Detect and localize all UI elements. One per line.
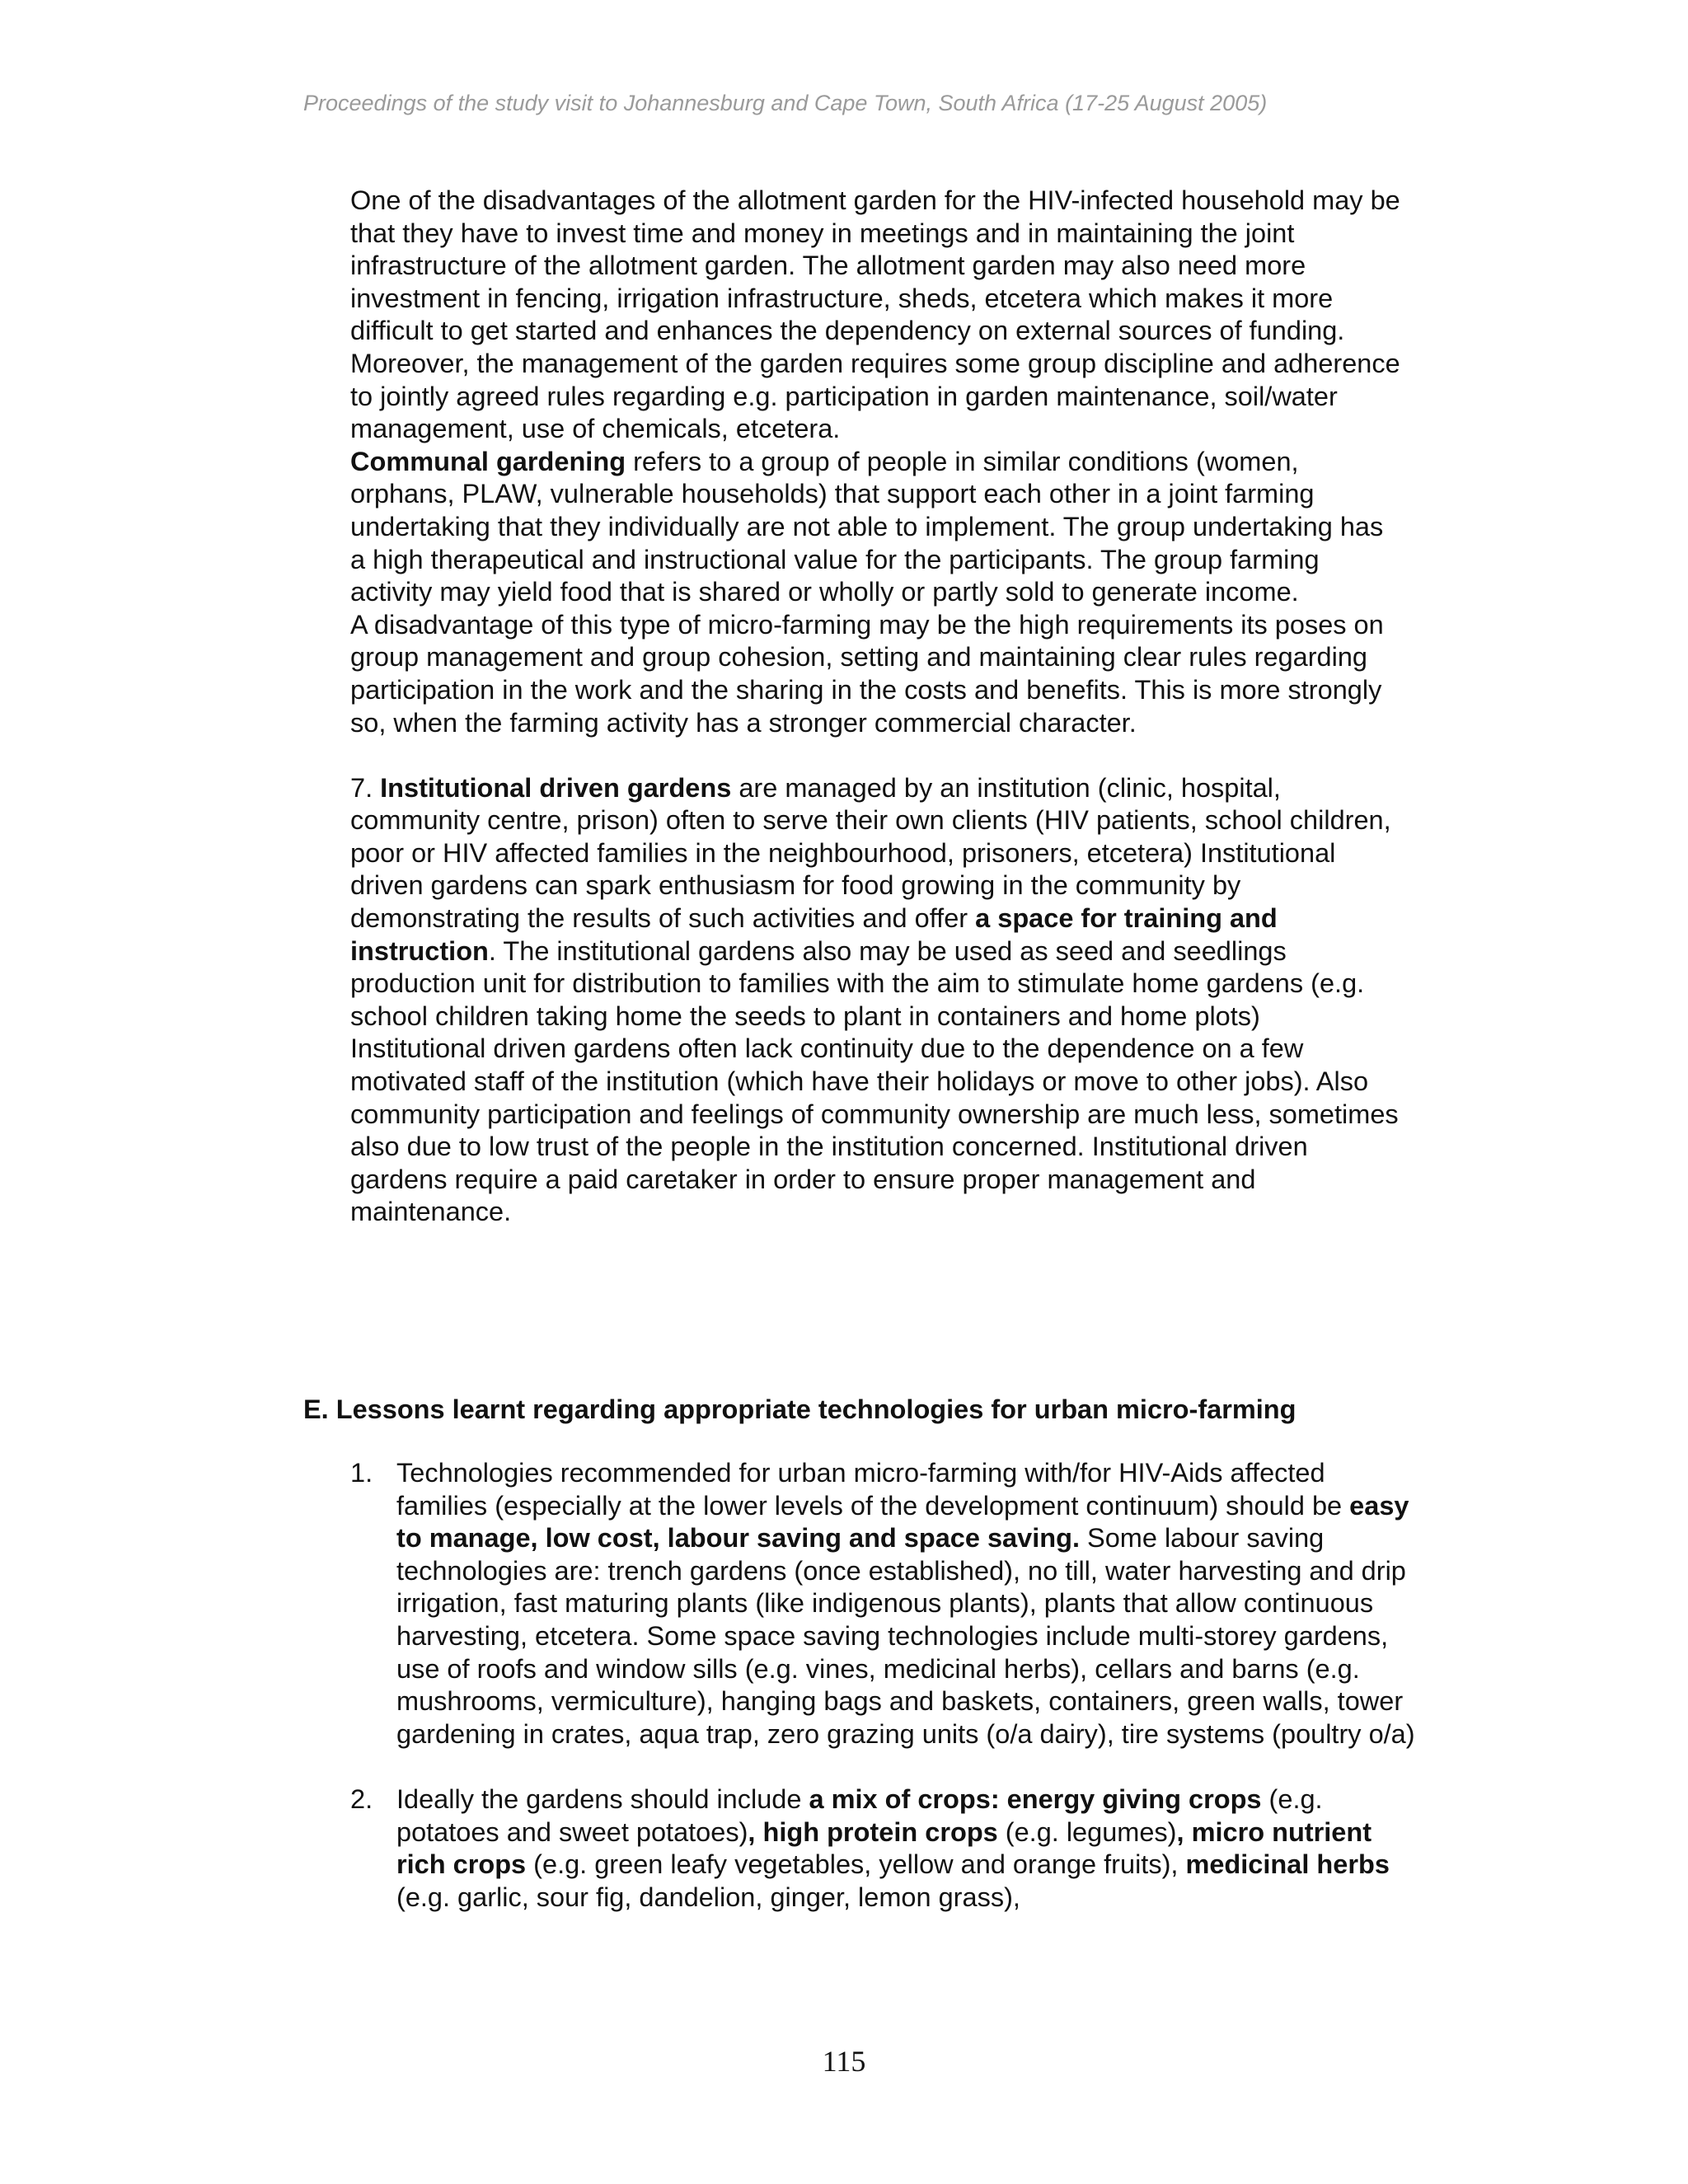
list-item-number: 1.: [350, 1458, 373, 1488]
paragraph-text: . The institutional gardens also may be used as seed and seedlings production unit for distribution to families with the aim to stimulate home gardens (e.g. school children taking home the seeds to plant in containers and home plots): [350, 935, 1365, 1031]
paragraph-institutional-gardens: [350, 772, 1405, 1033]
term-institutional-gardens: Institutional driven gardens: [380, 772, 732, 803]
list-item-text: (e.g. garlic, sour fig, dandelion, ginger, lemon grass),: [396, 1882, 1020, 1912]
list-item-bold: a mix of crops: energy giving crops: [809, 1783, 1262, 1814]
list-item-text: Ideally the gardens should include: [396, 1783, 809, 1814]
spacer: [350, 1750, 1422, 1783]
paragraph-communal-gardening: [350, 446, 1405, 609]
term-training-space: a space for training and instruction: [350, 903, 1278, 966]
paragraph-text: refers to a group of people in similar conditions (women, orphans, PLAW, vulnerable households) that support each other in a joint farming undertaking that they individually are not able to implement. The group undertaking has a high therapeutical and instructional value for the participants. The group farming activity may yield food that is shared or wholly or partly sold to generate income.: [350, 446, 1384, 607]
paragraph-institutional-continuity: Institutional driven gardens often lack continuity due to the dependence on a few motivated staff of the institution (which have their holidays or move to other jobs). Also community participation and feelings of community ownership are much less, sometimes also due to low trust of the people in the institution concerned. Institutional driven gardens require a paid caretaker in order to ensure proper management and maintenance.: [350, 1033, 1399, 1227]
running-header: Proceedings of the study visit to Johannesburg and Cape Town, South Africa (17-25 August 2005): [303, 91, 1268, 115]
list-item-number: 2.: [350, 1783, 373, 1814]
paragraph-group-discipline: Moreover, the management of the garden requires some group discipline and adherence to jointly agreed rules regarding e.g. participation in garden maintenance, soil/water management, use of chemicals, etcetera.: [350, 348, 1400, 444]
list-item-text: Some labour saving technologies are: trench gardens (once established), no till, water harvesting and drip irrigation, fast maturing plants (like indigenous plants), plants that allow continuous harvesting, etcetera. Some space saving technologies include multi-storey gardens, use of roofs and window sills (e.g. vines, medicinal herbs), cellars and barns (e.g. mushrooms, vermiculture), hanging bags and baskets, containers, green walls, tower gardening in crates, aqua trap, zero grazing units (o/a dairy), tire systems (poultry o/a): [396, 1523, 1415, 1749]
list-item-text: (e.g. legumes): [997, 1816, 1177, 1847]
spacer: [350, 739, 1405, 772]
paragraph-allotment-disadvantages: One of the disadvantages of the allotment garden for the HIV-infected household may be that they have to invest time and money in meetings and in maintaining the joint infrastructure of the allotment garden. The allotment garden may also need more investment in fencing, irrigation infrastructure, sheds, etcetera which makes it more difficult to get started and enhances the dependency on external sources of funding.: [350, 185, 1400, 346]
list-item-text: (e.g. green leafy vegetables, yellow and orange fruits),: [526, 1849, 1186, 1880]
list-item-text: Technologies recommended for urban micro-farming with/for HIV-Aids affected families (especially at the lower levels of the development continuum) should be: [396, 1458, 1350, 1521]
section-heading: E. Lessons learnt regarding appropriate technologies for urban micro-farming: [303, 1394, 1296, 1424]
list-item-bold: medicinal herbs: [1185, 1849, 1390, 1880]
item-number: 7.: [350, 772, 381, 803]
paragraph-communal-disadvantage: A disadvantage of this type of micro-farming may be the high requirements its poses on group management and group cohesion, setting and maintaining clear rules regarding participation in the work and the sharing in the costs and benefits. This is more strongly so, when the farming activity has a stronger commercial character.: [350, 609, 1384, 738]
body-text: [350, 185, 1405, 1229]
list-item-bold: easy to manage, low cost, labour saving and space saving.: [396, 1490, 1409, 1554]
list-item: [350, 1457, 1422, 1750]
list-item-bold: , high protein crops: [748, 1816, 998, 1847]
numbered-list: [350, 1457, 1422, 1914]
list-item-text: (e.g. potatoes and sweet potatoes): [396, 1783, 1323, 1847]
list-item: [350, 1783, 1422, 1914]
term-communal-gardening: Communal gardening: [350, 446, 626, 476]
page-number: 115: [822, 2045, 866, 2078]
list-item-bold: , micro nutrient rich crops: [396, 1816, 1372, 1880]
paragraph-text: are managed by an institution (clinic, hospital, community centre, prison) often to serve their own clients (HIV patients, school children, poor or HIV affected families in the neighbourhood, prisoners, etcetera) Institutional driven gardens can spark enthusiasm for food growing in the community by demonstrating the results of such activities and offer: [350, 772, 1391, 934]
